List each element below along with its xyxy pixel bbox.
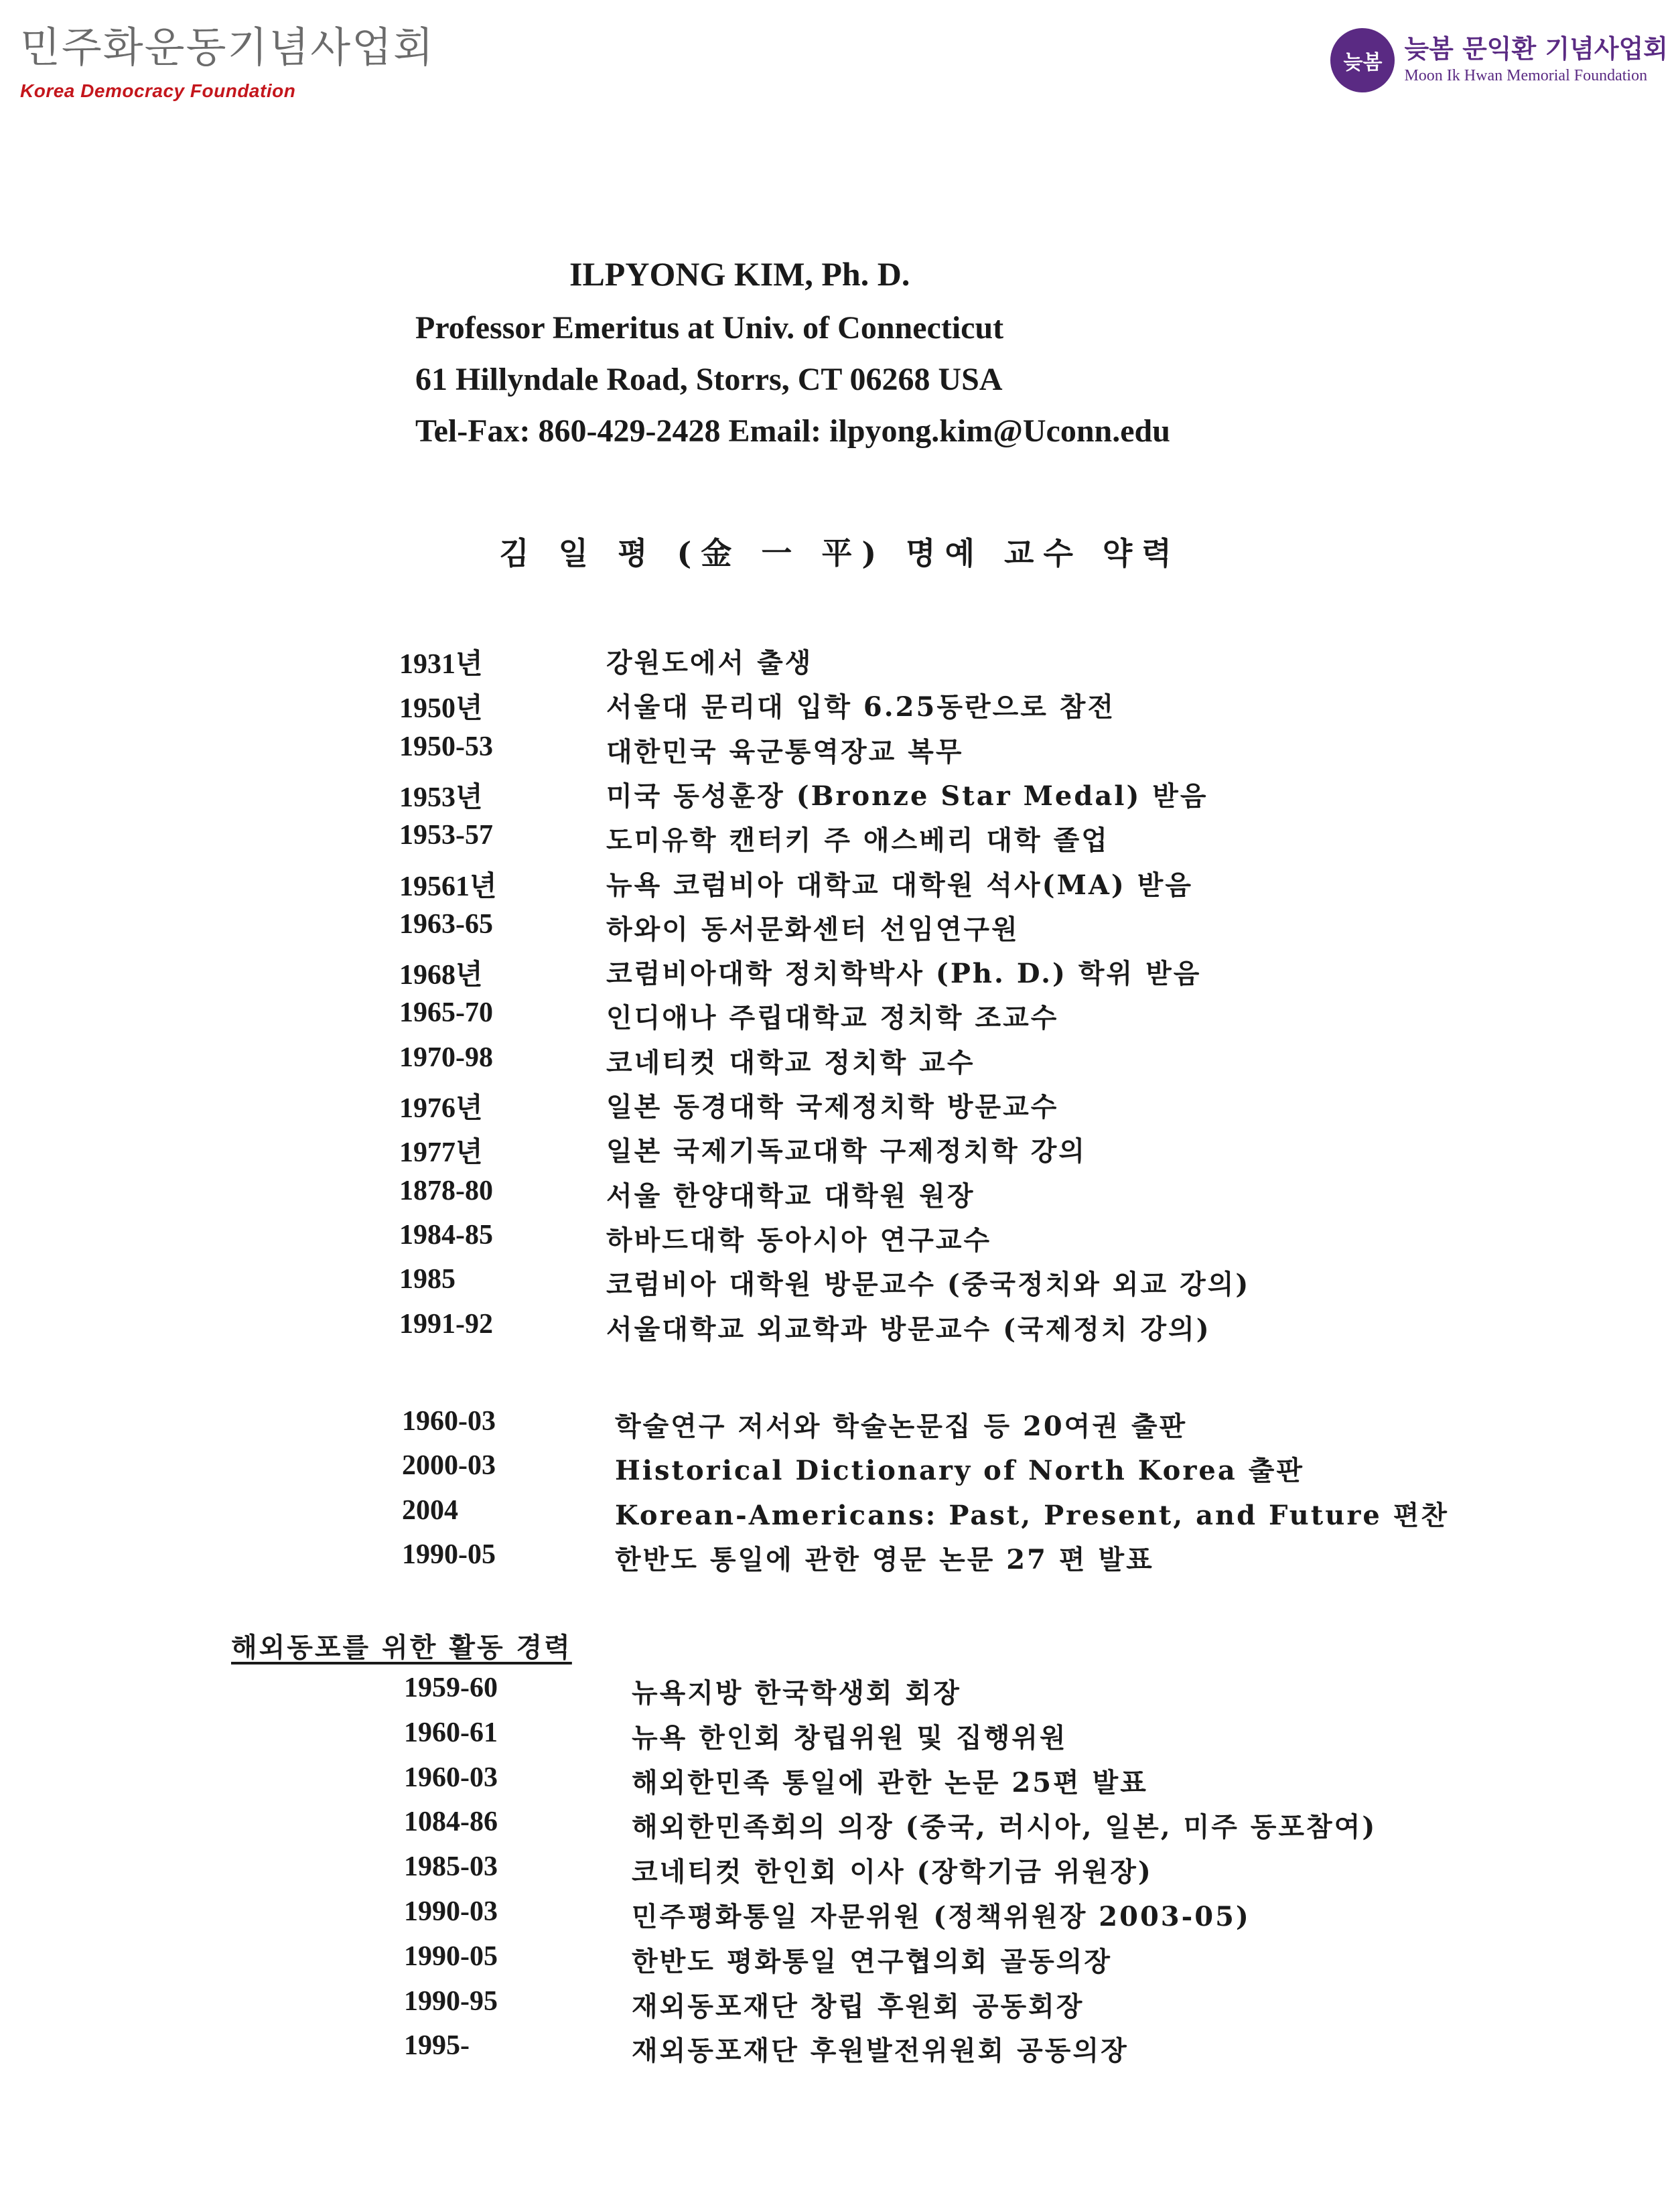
entry-year: 1984-85 xyxy=(399,1219,493,1251)
entry-year: 1953-57 xyxy=(399,820,493,851)
seal-icon: 늦봄 xyxy=(1330,28,1395,92)
entry-year: 1084-86 xyxy=(404,1806,498,1838)
entry-year: 1931년 xyxy=(399,649,483,680)
entry-description: 도미유학 캔터키 주 애스베리 대학 졸업 xyxy=(606,825,1109,857)
section-title: 해외동포를 위한 활동 경력 xyxy=(231,1632,572,1663)
entry-description: 해외한민족회의 의장 (중국, 러시아, 일본, 미주 동포참여) xyxy=(632,1811,1377,1843)
entry-year: 19561년 xyxy=(399,871,497,902)
entry-description: 서울 한양대학교 대학원 원장 xyxy=(606,1180,975,1212)
entry-year: 1950년 xyxy=(399,693,483,725)
entry-description: 일본 국제기독교대학 구제정치학 강의 xyxy=(606,1135,1087,1167)
entry-description: 한반도 통일에 관한 영문 논문 27 편 발표 xyxy=(615,1543,1154,1575)
moon-ik-hwan-foundation-logo xyxy=(1330,28,1668,92)
entry-description: 코럼비아대학 정치학박사 (Ph. D.) 학위 받음 xyxy=(606,958,1202,990)
entry-description: 서울대 문리대 입학 6.25동란으로 참전 xyxy=(606,691,1116,723)
document-subtitle: 김 일 평 (金 一 平) 명예 교수 약력 xyxy=(499,535,1181,571)
entry-description: 미국 동성훈장 (Bronze Star Medal) 받음 xyxy=(606,780,1208,812)
entry-description: 학술연구 저서와 학술논문집 등 20여권 출판 xyxy=(615,1411,1188,1442)
entry-year: 1995- xyxy=(404,2030,470,2062)
entry-description: 재외동포재단 후원발전위원회 공동의장 xyxy=(632,2035,1129,2067)
entry-description: 하와이 동서문화센터 선임연구원 xyxy=(606,913,1020,945)
contact-header xyxy=(415,255,1170,464)
logo-left-korean: 민주화운동기념사업회 xyxy=(20,23,435,72)
entry-year: 2004 xyxy=(402,1494,458,1526)
entry-year: 1953년 xyxy=(399,782,483,813)
entry-year: 1985-03 xyxy=(404,1851,498,1883)
entry-year: 1960-03 xyxy=(404,1762,498,1793)
title-line: Professor Emeritus at Univ. of Connecticut xyxy=(415,310,1004,346)
entry-description: 서울대학교 외교학과 방문교수 (국제정치 강의) xyxy=(606,1313,1211,1345)
entry-description: 코럼비아 대학원 방문교수 (중국정치와 외교 강의) xyxy=(606,1269,1251,1301)
entry-year: 1991-92 xyxy=(399,1308,493,1340)
address-line: 61 Hillyndale Road, Storrs, CT 06268 USA xyxy=(415,362,1003,397)
entry-year: 1977년 xyxy=(399,1137,483,1169)
entry-year: 1990-05 xyxy=(402,1539,496,1570)
entry-year: 1985 xyxy=(399,1264,456,1295)
entry-description: 재외동포재단 창립 후원회 공동회장 xyxy=(632,1990,1084,2022)
contact-line: Tel-Fax: 860-429-2428 Email: ilpyong.kim@Uconn.edu xyxy=(415,413,1170,449)
entry-year: 1968년 xyxy=(399,960,483,991)
entry-description: 뉴욕 코럼비아 대학교 대학원 석사(MA) 받음 xyxy=(606,869,1194,901)
entry-year: 1976년 xyxy=(399,1093,483,1124)
entry-year: 1990-05 xyxy=(404,1940,498,1972)
entry-description: 해외한민족 통일에 관한 논문 25편 발표 xyxy=(632,1766,1148,1798)
entry-year: 1990-95 xyxy=(404,1985,498,2017)
entry-description: 코네티컷 한인회 이사 (장학기금 위원장) xyxy=(632,1856,1153,1888)
person-name: ILPYONG KIM, Ph. D. xyxy=(569,255,910,293)
entry-description: 하바드대학 동아시아 연구교수 xyxy=(606,1224,992,1256)
logo-right-english: Moon Ik Hwan Memorial Foundation xyxy=(1404,67,1648,85)
entry-description: 일본 동경대학 국제정치학 방문교수 xyxy=(606,1091,1059,1123)
entry-year: 1959-60 xyxy=(404,1673,498,1703)
entry-year: 1878-80 xyxy=(399,1175,493,1206)
entry-description: 한반도 평화통일 연구협의회 골동의장 xyxy=(632,1945,1113,1977)
logo-left-english: Korea Democracy Foundation xyxy=(20,80,296,101)
entry-description: 대한민국 육군통역장교 복무 xyxy=(606,735,964,768)
entry-description: 뉴욕 한인회 창립위원 및 집행위원 xyxy=(632,1721,1068,1754)
entry-description: 강원도에서 출생 xyxy=(606,647,813,679)
entry-year: 1990-03 xyxy=(404,1896,498,1927)
entry-year: 2000-03 xyxy=(402,1450,496,1482)
logo-right-korean: 늦봄 문익환 기념사업회 xyxy=(1404,33,1668,64)
entry-description: 코네티컷 대학교 정치학 교수 xyxy=(606,1046,975,1078)
entry-description: 뉴욕지방 한국학생회 회장 xyxy=(632,1677,961,1709)
entry-description: Korean-Americans: Past, Present, and Future 편찬 xyxy=(615,1499,1450,1531)
entry-year: 1965-70 xyxy=(399,997,493,1029)
entry-description: 인디애나 주립대학교 정치학 조교수 xyxy=(606,1002,1059,1034)
entry-year: 1950-53 xyxy=(399,731,493,762)
entry-description: Historical Dictionary of North Korea 출판 xyxy=(615,1455,1304,1487)
entry-year: 1960-03 xyxy=(402,1406,496,1437)
korea-democracy-foundation-logo xyxy=(20,23,435,102)
entry-year: 1963-65 xyxy=(399,908,493,940)
entry-year: 1960-61 xyxy=(404,1717,498,1748)
entry-description: 민주평화통일 자문위원 (정책위원장 2003-05) xyxy=(632,1901,1251,1932)
entry-year: 1970-98 xyxy=(399,1042,493,1073)
